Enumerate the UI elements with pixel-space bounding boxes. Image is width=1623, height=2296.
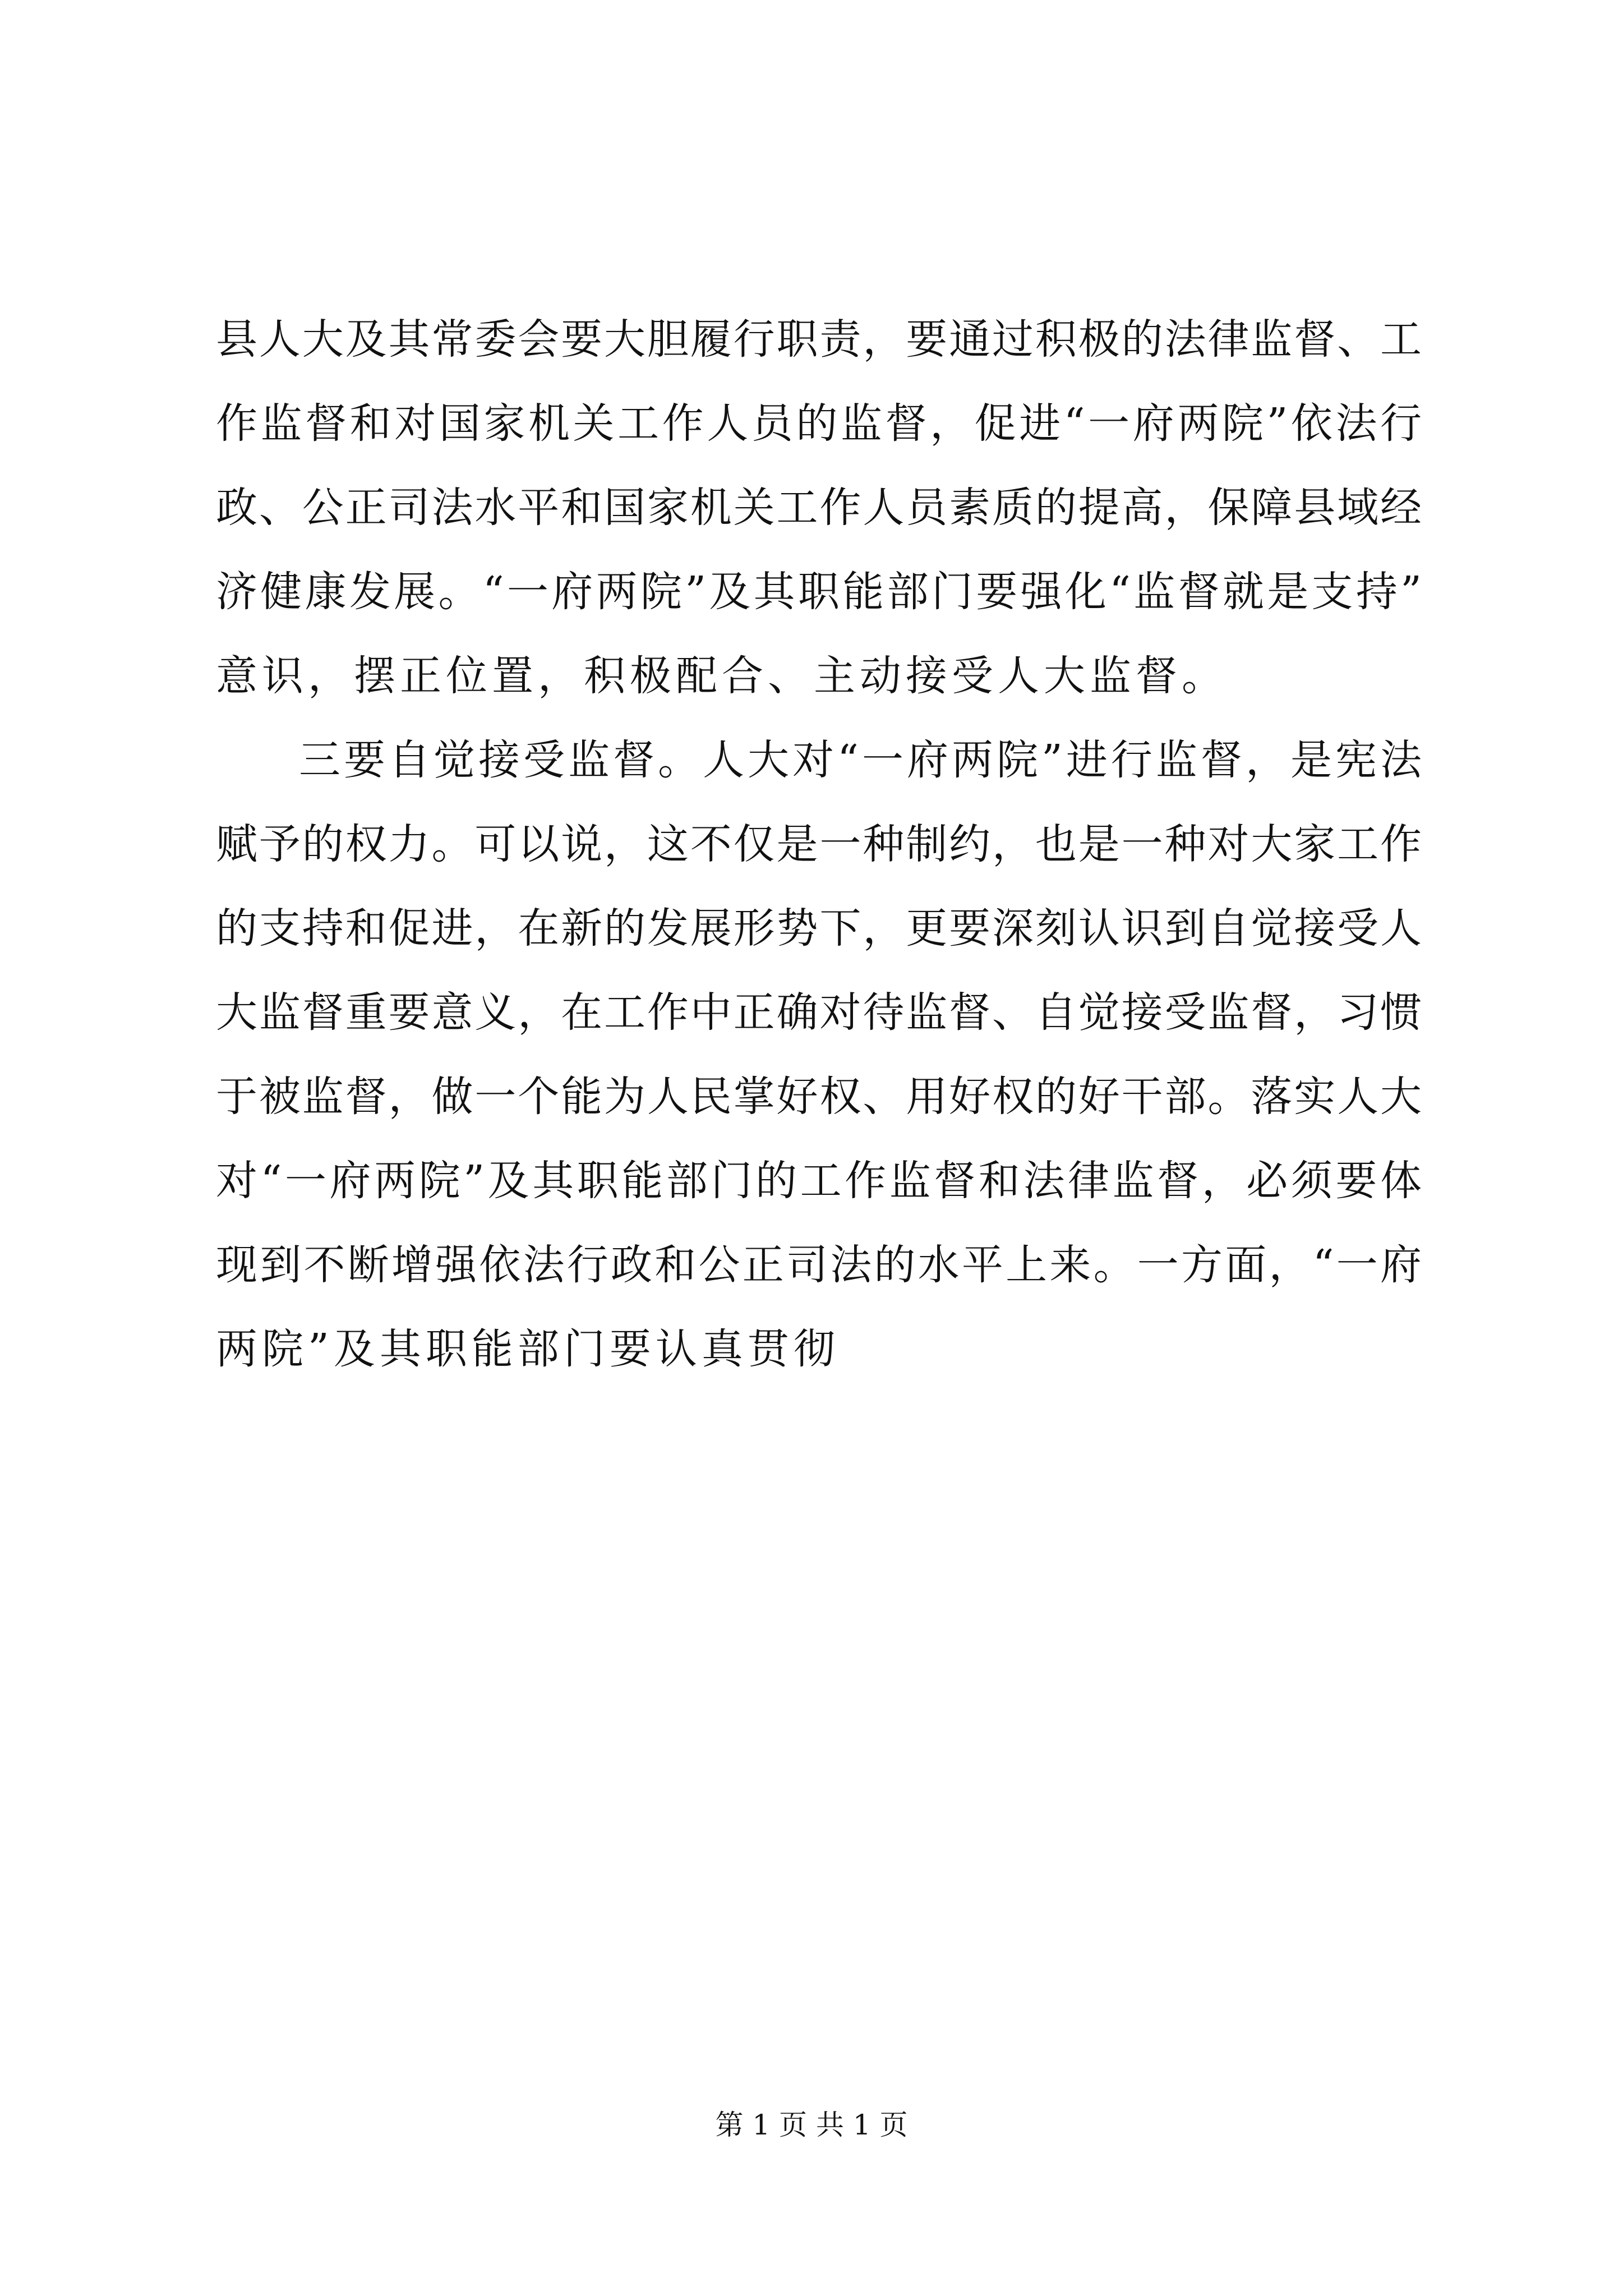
paragraph-2	[216, 718, 1422, 1391]
document-body	[216, 297, 1422, 1391]
page-footer	[0, 2108, 1623, 2142]
text-line: 两院”及其职能部门要认真贯彻	[216, 1325, 840, 1373]
text-line: 济健康发展。“一府两院”及其职能部门要强化“监督就是支持”	[216, 568, 1422, 616]
text-line: 对“一府两院”及其职能部门的工作监督和法律监督，必须要体	[216, 1157, 1422, 1205]
text-line: 政、公正司法水平和国家机关工作人员素质的提高，保障县域经	[216, 484, 1422, 532]
text-line: 大监督重要意义，在工作中正确对待监督、自觉接受监督，习惯	[216, 988, 1422, 1037]
text-line: 赋予的权力。可以说，这不仅是一种制约，也是一种对大家工作	[216, 820, 1422, 868]
text-line: 于被监督，做一个能为人民掌好权、用好权的好干部。落实人大	[216, 1073, 1422, 1121]
paragraph-1	[216, 297, 1422, 718]
text-line: 作监督和对国家机关工作人员的监督，促进“一府两院”依法行	[216, 399, 1422, 448]
text-line: 三要自觉接受监督。人大对“一府两院”进行监督，是宪法	[299, 736, 1422, 784]
text-line: 意识，摆正位置，积极配合、主动接受人大监督。	[216, 652, 1228, 700]
text-line: 现到不断增强依法行政和公正司法的水平上来。一方面，“一府	[216, 1241, 1422, 1289]
text-line: 的支持和促进，在新的发展形势下，更要深刻认识到自觉接受人	[216, 904, 1422, 953]
text-line: 县人大及其常委会要大胆履行职责，要通过积极的法律监督、工	[216, 315, 1422, 364]
page-number: 第 1 页 共 1 页	[715, 2109, 908, 2141]
